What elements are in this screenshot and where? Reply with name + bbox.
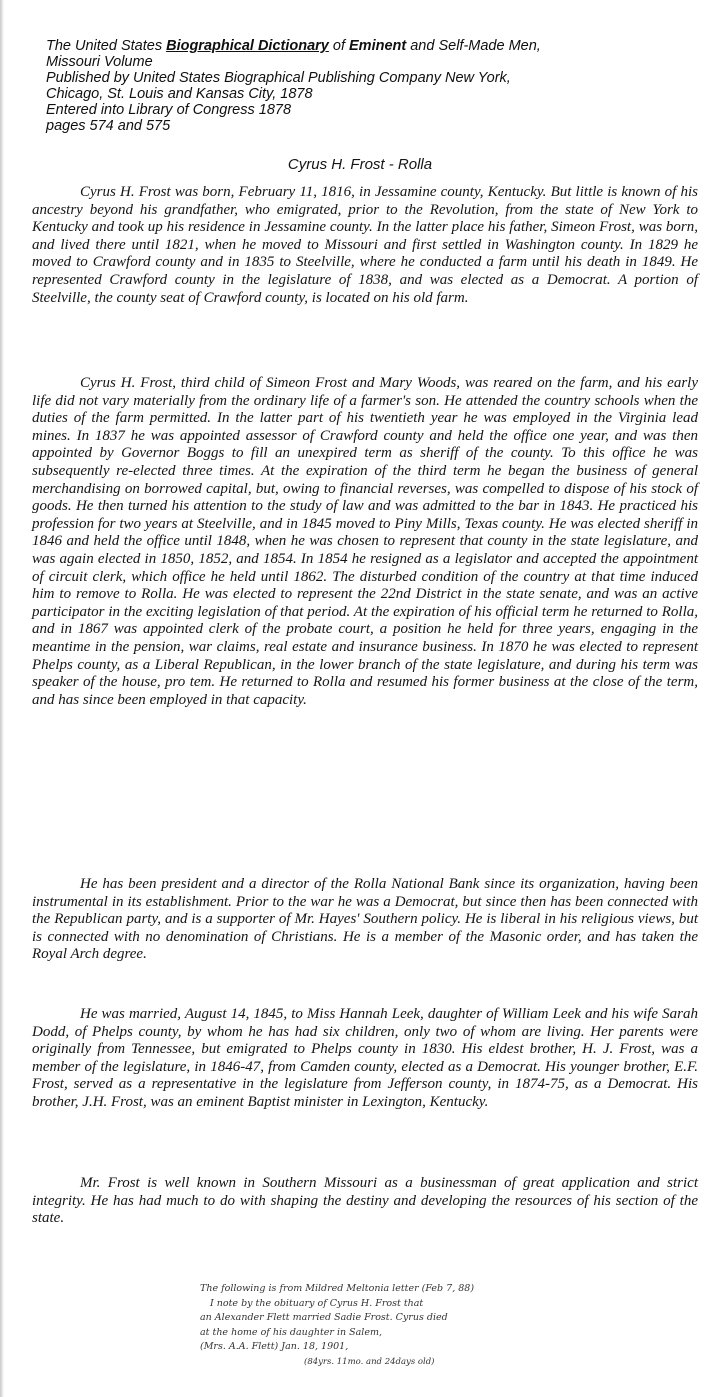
paragraph-career: Cyrus H. Frost, third child of Simeon Frost and Mary Woods, was reared on the farm, and his early life did not vary materially from the ordinary life of a farmer's son. He attended the country schools when the duties of the farm permitted. In the latter part of his twentieth year he was employed in the Virginia lead mines. In 1837 he was appointed assessor of Crawford county and held the office one year, and was then appointed by Governor Boggs to fill an unexpired term as sheriff of the county. To this office he was subsequently re-elected three times. At the expiration of the third term he began the business of general merchandising on borrowed capital, but, owing to financial reverses, was compelled to dispose of his stock of goods. He then turned his attention to the study of law and was admitted to the bar in 1843. He practiced his profession for two years at Steelville, and in 1845 moved to Piny Mills, Texas county. He was elected sheriff in 1846 and held the office until 1848, when he was chosen to represent that county in the state legislature, and was again elected in 1850, 1852, and 1854. In 1854 he resigned as a legislator and accepted the appointment of circuit clerk, which office he held until 1862. The disturbed condition of the country at that time induced him to remove to Rolla. He was elected to represent the 22nd District in the state senate, and was an active participator in the exciting legislation of that period. At the expiration of his official term he returned to Rolla, and in 1867 was appointed clerk of the probate court, a position he held for three years, engaging in the meantime in the pension, war claims, real estate and insurance business. In 1870 he was elected to represent Phelps county, as a Liberal Republican, in the lower branch of the state legislature, and during his term was speaker of the house, pro tem. He returned to Rolla and resumed his former business at the close of the term, and has since been employed in that capacity. (32, 375, 698, 708)
note-line-4: at the home of his daughter in Salem, (200, 1326, 382, 1338)
note-line-3: an Alexander Flett married Sadie Frost. Cyrus died (200, 1312, 448, 1323)
paragraph-reputation: Mr. Frost is well known in Southern Missouri as a businessman of great application and strict integrity. He has had much to do with shaping the destiny and developing the resources of his section of the state. (32, 1175, 698, 1227)
citation-line-2: Missouri Volume (46, 54, 153, 70)
citation-line-6: pages 574 and 575 (46, 118, 171, 134)
paragraph-ancestry: Cyrus H. Frost was born, February 11, 1816, in Jessamine county, Kentucky. But little is known of his ancestry beyond his grandfather, who emigrated, prior to the Revolution, from the state of New York to Kentucky and took up his residence in Jessamine county. In the latter place his father, Simeon Frost, was born, and lived there until 1821, when he moved to Missouri and first settled in Washington county. In 1829 he moved to Crawford county and in 1835 to Steelville, where he conducted a farm until his death in 1849. He represented Crawford county in the legislature of 1838, and was elected as a Democrat. A portion of Steelville, the county seat of Crawford county, is located on his old farm. (32, 184, 698, 306)
citation-line-1 (46, 38, 696, 54)
citation-line-5: Entered into Library of Congress 1878 (46, 102, 292, 118)
scan-edge-shadow (0, 0, 4, 1397)
citation-text: The United States (46, 38, 167, 54)
note-line-5: (Mrs. A.A. Flett) Jan. 18, 1901, (200, 1341, 349, 1352)
article-title: Cyrus H. Frost - Rolla (287, 156, 433, 173)
note-line-6: (84yrs. 11mo. and 24days old) (304, 1356, 435, 1367)
handwritten-note (200, 1282, 530, 1369)
citation-line-3: Published by United States Biographical Publishing Company New York, (46, 70, 511, 86)
citation-line-4: Chicago, St. Louis and Kansas City, 1878 (46, 86, 313, 102)
note-line-1: The following is from Mildred Meltonia letter (Feb 7, 88) (200, 1283, 475, 1294)
citation-text: and Self-Made Men, (406, 38, 541, 54)
paragraph-family: He was married, August 14, 1845, to Miss Hannah Leek, daughter of William Leek and his wife Sarah Dodd, of Phelps county, by whom he has had six children, only two of whom are living. Her parents were originally from Tennessee, but emigrated to Phelps county in 1830. His eldest brother, H. J. Frost, was a member of the legislature, in 1846-47, from Camden county, elected as a Democrat. His younger brother, E.F. Frost, served as a representative in the legislature from Jefferson county, in 1874-75, as a Democrat. His brother, J.H. Frost, was an eminent Baptist minister in Lexington, Kentucky. (32, 1006, 698, 1110)
citation-emphasis: Eminent (349, 38, 407, 54)
citation-text: of (328, 38, 350, 54)
book-title-emphasis: Biographical Dictionary (166, 38, 329, 54)
citation-header (46, 38, 696, 134)
paragraph-bank-politics: He has been president and a director of the Rolla National Bank since its organization, having been instrumental in its establishment. Prior to the war he was a Democrat, but since then has been connected with the Republican party, and is a supporter of Mr. Hayes' Southern policy. He is liberal in his religious views, but is connected with no denomination of Christians. He is a member of the Masonic order, and has taken the Royal Arch degree. (32, 876, 698, 963)
note-line-2: I note by the obituary of Cyrus H. Frost that (210, 1297, 424, 1309)
